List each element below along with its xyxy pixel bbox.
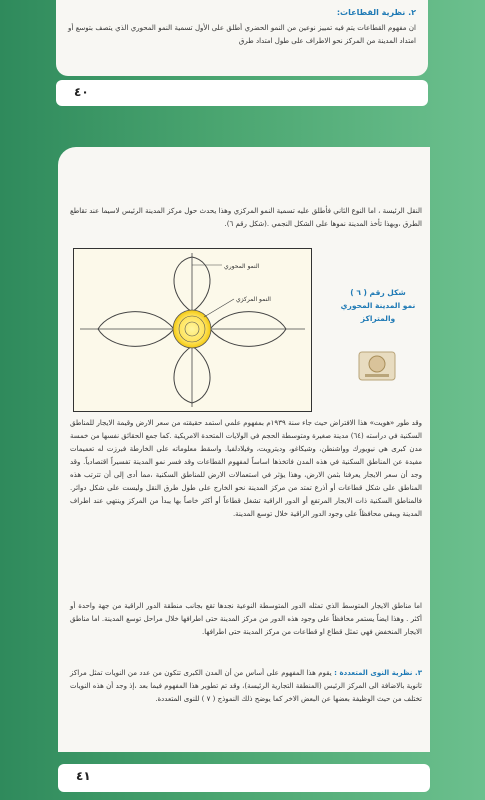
page-footer-40	[56, 80, 428, 106]
hoyt-paragraph: وقد طور «هويت» هذا الافتراض حيث جاء سنة ١٩٣٩م بمفهوم علمي استمد حقيقته من سعر الارض وقيمة الايجار للمناطق السكنية في دراسته (٦٤) مدينة صغيرة ومتوسطة الحجم في الولايات المتحدة الامريكية .كما جمع الحقائق نفسها من خمسة مدن كبرى هي نيويورك وواشنطن، وشيكاغو، وديترويت، وفيلادلفيا. واسقط معلوماته على الخارطة فبرزت له تعميمات مفيدة عن المناطق السكنية في هذه المدن فاتخذها اساساً لمفهوم القطاعات وقد فسر نمو المدينة تفسيراً اقتصادياً. وقد وجد أن سعر الايجار يعرفنا بثمن الارض، وهذا يؤثر في استعمالات الارض للمناطق السكنية ،مما أدى إلى أن تترتب هذه المناطق على شكل قطاعات أو أذرع تمتد من مركز المدينة نحو الخارج على طول طرق النقل وليست على شكل دوائر. فالمناطق السكنية ذات الايجار المرتفع أو الدور الراقية تشغل قطاعاً أو أكثر خاصاً بها يبدأ من المركز وينتهي عند اطراف المدينة ويبقى محافظاً على وجود الدور الراقية خلال توسع المدينة.	[70, 419, 422, 518]
figure-caption-number: شكل رقم ( ٦ )	[350, 288, 406, 297]
axial-growth-label: النمو المحوري	[224, 263, 260, 270]
multiple-nuclei-heading: ٣. نظرية النوى المتعددة :	[334, 669, 422, 677]
rent-areas-paragraph: اما مناطق الايجار المتوسط الذي تمثله الدور المتوسطة النوعية نجدها تقع بجانب منطقة الدور الراقية من جهة واحدة أو أكثر . وهذا ايضاً يستمر محافظاً على وجود هذه الدور من مركز المدينة حتى اطرافها خلال مراحل توسع المدينة. اما مناطق الايجار المنخفض فهي تمثل قطاع او قطاعات من مركز المدينة حتى اطرافها.	[70, 602, 422, 636]
sectors-theory-heading: ٢. نظرية القطاعات:	[336, 8, 416, 17]
star-growth-figure	[73, 248, 312, 412]
page-footer-41	[58, 764, 430, 792]
page-number: ٤٠	[74, 85, 89, 99]
intro-paragraph: النقل الرئيسة ، اما النوع الثاني فأطلق عليه تسمية النمو المركزي وهذا يحدث حول مركز المدينة الرئيس لاسيما عند تقاطع الطرق ،وبهذا تأخذ المدينة نموها على الشكل النجمي .(شكل رقم ٦).	[70, 207, 422, 228]
figure-caption-title: نمو المدينة المحوري والمتراكز	[340, 301, 416, 323]
page-number: ٤١	[76, 769, 91, 783]
sectors-theory-text: ان مفهوم القطاعات يتم فيه تمييز نوعين من النمو الحضري أطلق على الأول تسمية النمو المحوري الذي يتصف بتوسع أو امتداد المدينة من المركز نحو الاطراف على طول امتداد طرق	[68, 24, 416, 45]
multiple-nuclei-paragraph	[70, 667, 422, 706]
central-growth-label: النمو المركزي	[236, 296, 271, 303]
page-40-fragment	[56, 0, 428, 76]
star-shape-diagram	[74, 249, 311, 411]
figure-caption	[335, 286, 421, 325]
multiple-nuclei-text: يقوم هذا المفهوم على أساس من أن المدن الكبرى تتكون من عدد من النويات تمثل مراكز ثانوية بالاضافة الى المركز الرئيس (المنطقة التجارية الرئيسة)، وقد تم تطوير هذا المفهوم فيما بعد ،إذ وجد أن هذه النويات تختلف من حيث الوظيفة بعضها عن البعض الاخر كما يوضح ذلك النموذج ( ٧ ) للنوى المتعددة.	[70, 669, 422, 703]
university-logo-icon	[355, 346, 399, 386]
